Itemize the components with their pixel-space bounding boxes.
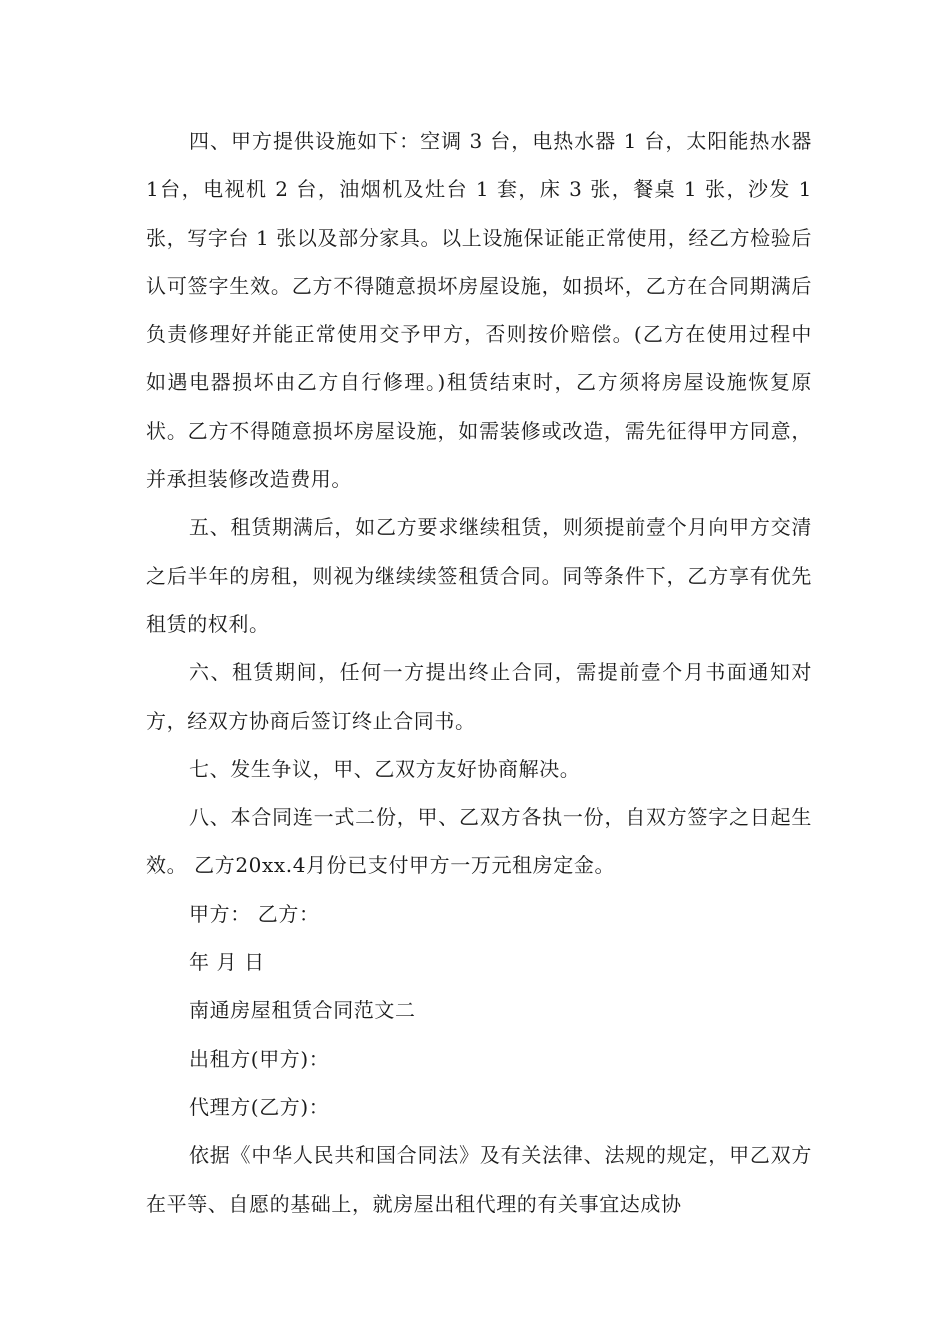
signature-date: 年 月 日 xyxy=(189,950,265,975)
clause-5-renewal: 五、租赁期满后，如乙方要求继续租赁，则须提前壹个月向甲方交清之后半年的房租，则视为继续续签租赁合同。同等条件下，乙方享有优先租赁的权利。 xyxy=(146,515,812,636)
clause-6-termination: 六、租赁期间，任何一方提出终止合同，需提前壹个月书面通知对方，经双方协商后签订终止合同书。 xyxy=(146,660,812,733)
clause-8-effect: 八、本合同连一式二份，甲、乙双方各执一份，自双方签字之日起生效。 乙方20xx.4月份已支付甲方一万元租房定金。 xyxy=(146,805,812,878)
lessor-field: 出租方(甲方)： xyxy=(189,1046,330,1071)
agent-field: 代理方(乙方)： xyxy=(189,1094,330,1119)
section-title: 南通房屋租赁合同范文二 xyxy=(189,998,416,1023)
preamble-paragraph: 依据《中华人民共和国合同法》及有关法律、法规的规定，甲乙双方在平等、自愿的基础上，就房屋出租代理的有关事宜达成协 xyxy=(146,1143,812,1216)
clause-4-facilities: 四、甲方提供设施如下：空调 3 台，电热水器 1 台，太阳能热水器 1台，电视机 2 台，油烟机及灶台 1 套，床 3 张，餐桌 1 张，沙发 1 张，写字台 1 张以及部分家具。以上设施保证能正常使用，经乙方检验后认可签字生效。乙方不得随意损坏房屋设施，如损坏，乙方在合同期满后负责修理好并能正常使用交予甲方，否则按价赔偿。(乙方在使用过程中如遇电器损坏由乙方自行修理。)租赁结束时，乙方须将房屋设施恢复原状。乙方不得随意损坏房屋设施，如需装修或改造，需先征得甲方同意，并承担装修改造费用。 xyxy=(146,129,812,492)
clause-7-dispute: 七、发生争议，甲、乙双方友好协商解决。 xyxy=(189,756,581,781)
signature-parties: 甲方： 乙方： xyxy=(189,901,320,926)
document-body xyxy=(146,117,812,1228)
